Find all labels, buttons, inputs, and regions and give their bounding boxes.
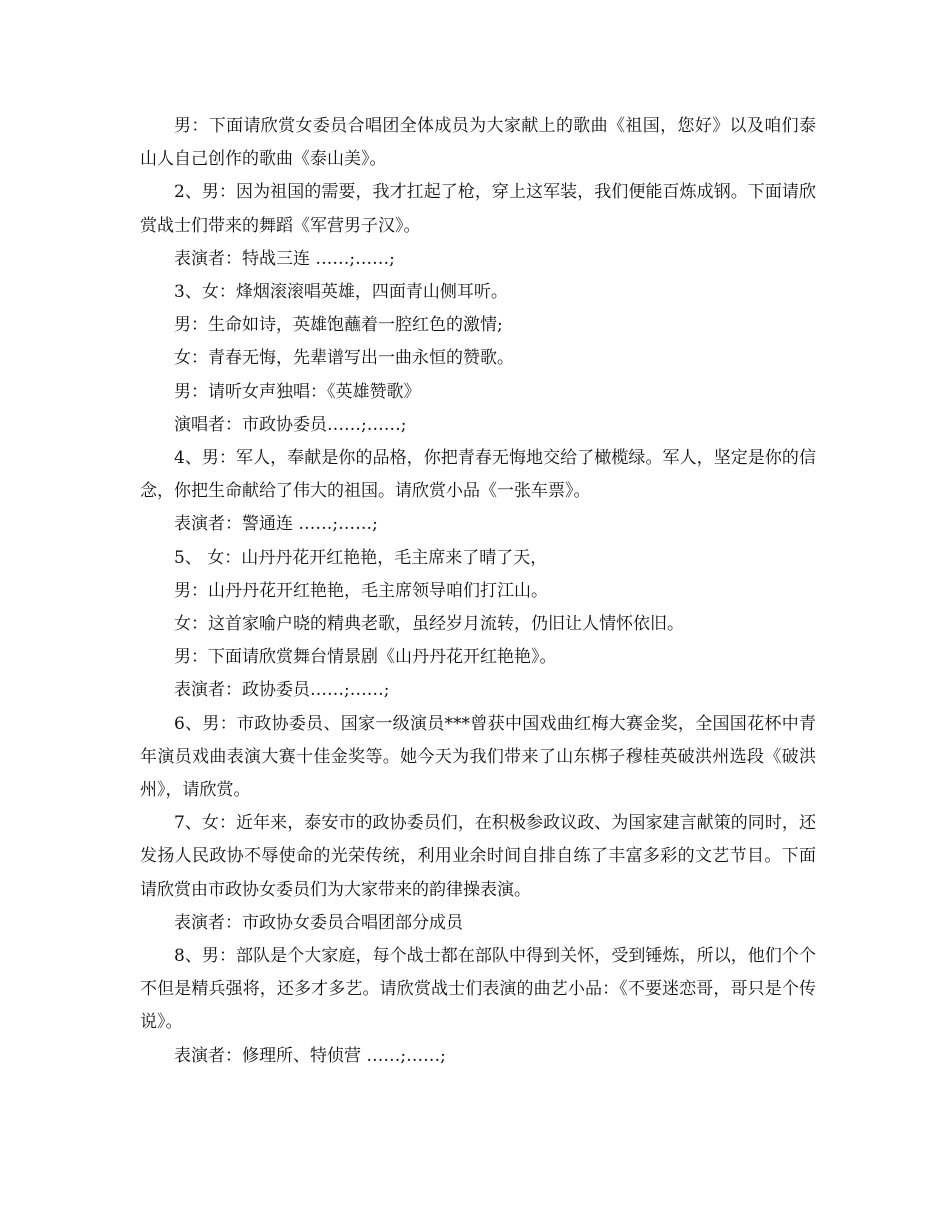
paragraph-14: 男：下面请欣赏舞台情景剧《山丹丹花开红艳艳》。	[174, 647, 557, 668]
paragraph-18: 表演者：市政协女委员合唱团部分成员	[174, 912, 463, 933]
paragraph-7: 男：请听女声独唱：《英雄赞歌》	[174, 381, 421, 402]
paragraph-8: 演唱者：市政协委员……;……;	[174, 414, 407, 435]
paragraph-6: 女：青春无悔，先辈谱写出一曲永恒的赞歌。	[174, 348, 514, 369]
paragraph-17: 7、女：近年来，泰安市的政协委员们，在积极参政议政、为国家建言献策的同时，还发扬人民政协不辱使命的光荣传统，利用业余时间自排自练了丰富多彩的文艺节目。下面请欣赏由市政协女委员们为大家带来的韵律操表演。	[140, 813, 816, 900]
paragraph-11: 5、 女：山丹丹花开红艳艳，毛主席来了晴了天，	[174, 547, 548, 568]
paragraph-3: 表演者：特战三连 ……;……;	[174, 248, 395, 269]
paragraph-20: 表演者：修理所、特侦营 ……;……;	[174, 1045, 446, 1066]
paragraph-16: 6、男：市政协委员、国家一级演员***曾获中国戏曲红梅大赛金奖，全国国花杯中青年演员戏曲表演大赛十佳金奖等。她今天为我们带来了山东梆子穆桂英破洪州选段《破洪州》，请欣赏。	[140, 713, 816, 801]
paragraph-2: 2、男：因为祖国的需要，我才扛起了枪，穿上这军装，我们便能百炼成钢。下面请欣赏战士们带来的舞蹈《军营男子汉》。	[140, 182, 816, 236]
paragraph-4: 3、女：烽烟滚滚唱英雄，四面青山侧耳听。	[174, 282, 508, 303]
paragraph-15: 表演者：政协委员……;……;	[174, 680, 390, 701]
paragraph-12: 男：山丹丹花开红艳艳，毛主席领导咱们打江山。	[174, 580, 548, 601]
paragraph-1: 男：下面请欣赏女委员合唱团全体成员为大家献上的歌曲《祖国，您好》以及咱们泰山人自己创作的歌曲《泰山美》。	[140, 116, 816, 170]
paragraph-9: 4、男：军人，奉献是你的品格，你把青春无悔地交给了橄榄绿。军人，坚定是你的信念，你把生命献给了伟大的祖国。请欣赏小品《一张车票》。	[140, 448, 816, 502]
paragraph-10: 表演者：警通连 ……;……;	[174, 514, 378, 535]
paragraph-19: 8、男：部队是个大家庭，每个战士都在部队中得到关怀，受到锤炼，所以，他们个个不但是精兵强将，还多才多艺。请欣赏战士们表演的曲艺小品：《不要迷恋哥，哥只是个传说》。	[140, 946, 816, 1033]
paragraph-5: 男：生命如诗，英雄饱蘸着一腔红色的激情;	[174, 315, 503, 336]
paragraph-13: 女：这首家喻户晓的精典老歌，虽经岁月流转，仍旧让人情怀依旧。	[174, 614, 684, 635]
